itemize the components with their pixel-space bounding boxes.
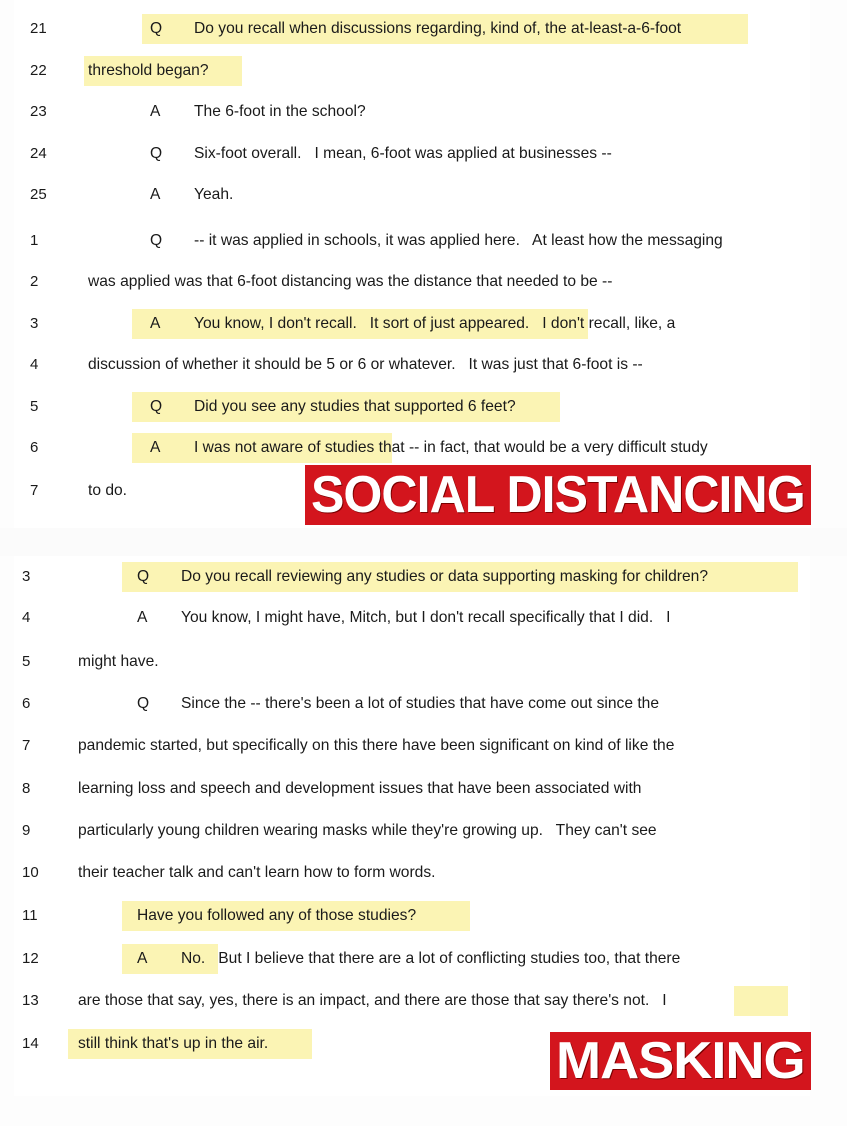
speaker-label: Q: [137, 695, 150, 712]
transcript-line: [0, 97, 847, 127]
line-text: [88, 267, 612, 297]
line-number: 9: [22, 822, 31, 839]
line-body: particularly young children wearing masks while they're growing up. They can't see: [78, 822, 657, 839]
line-number: 3: [22, 568, 31, 585]
line-text: [137, 944, 680, 974]
line-number: 2: [30, 273, 39, 290]
line-number: 4: [22, 609, 31, 626]
line-text: [78, 1029, 268, 1059]
line-number: 23: [30, 103, 47, 120]
transcript-line: [0, 816, 847, 846]
transcript-line: [0, 858, 847, 888]
line-number: 5: [30, 398, 39, 415]
line-text: [150, 14, 681, 44]
line-body: might have.: [78, 653, 159, 670]
line-body: their teacher talk and can't learn how to form words.: [78, 864, 436, 881]
line-body: discussion of whether it should be 5 or 6 or whatever. It was just that 6-foot is --: [88, 356, 643, 373]
line-text: [137, 562, 708, 592]
line-body: Do you recall when discussions regarding, kind of, the at-least-a-6-foot: [194, 20, 682, 37]
line-number: 3: [30, 315, 39, 332]
line-body: Six-foot overall. I mean, 6-foot was applied at businesses --: [194, 145, 612, 162]
line-text: [88, 350, 643, 380]
transcript-line: [0, 774, 847, 804]
speaker-label: A: [150, 439, 161, 456]
line-body: You know, I don't recall. It sort of just appeared. I don't recall, like, a: [194, 315, 676, 332]
line-text: [78, 816, 657, 846]
line-text: [88, 476, 127, 506]
section-divider: [0, 528, 847, 556]
transcript-line: [0, 603, 847, 633]
line-text: [78, 774, 641, 804]
transcript-line: [0, 944, 847, 974]
transcript-line: [0, 689, 847, 719]
line-body: Have you followed any of those studies?: [137, 907, 417, 924]
transcript-line: [0, 731, 847, 761]
line-text: [150, 97, 366, 127]
line-number: 13: [22, 992, 39, 1009]
speaker-label: Q: [150, 232, 163, 249]
line-body: The 6-foot in the school?: [194, 103, 366, 120]
line-body: to do.: [88, 482, 128, 499]
transcript-line: [0, 267, 847, 297]
line-body: Do you recall reviewing any studies or data supporting masking for children?: [181, 568, 708, 585]
transcript-line: [0, 647, 847, 677]
speaker-label: A: [150, 103, 161, 120]
line-body: I was not aware of studies that -- in fact, that would be a very difficult study: [194, 439, 708, 456]
speaker-label: A: [137, 609, 148, 626]
transcript-line: [0, 562, 847, 592]
line-body: No. But I believe that there are a lot of conflicting studies too, that there: [181, 950, 681, 967]
speaker-label: Q: [137, 568, 150, 585]
line-text: [150, 433, 708, 463]
line-body: Yeah.: [194, 186, 234, 203]
line-text: [78, 731, 674, 761]
line-number: 25: [30, 186, 47, 203]
line-text: [137, 603, 671, 633]
line-text: [150, 309, 675, 339]
line-number: 22: [30, 62, 47, 79]
line-body: -- it was applied in schools, it was applied here. At least how the messaging: [194, 232, 723, 249]
transcript-line: [0, 986, 847, 1016]
line-body: learning loss and speech and development issues that have been associated with: [78, 780, 642, 797]
transcript-line: [0, 350, 847, 380]
line-number: 7: [22, 737, 31, 754]
line-body: pandemic started, but specifically on this there have been significant on kind of like the: [78, 737, 675, 754]
line-number: 21: [30, 20, 47, 37]
transcript-line: [0, 433, 847, 463]
line-body: was applied was that 6-foot distancing was the distance that needed to be --: [88, 273, 613, 290]
line-text: [150, 392, 516, 422]
transcript-line: [0, 309, 847, 339]
line-number: 5: [22, 653, 31, 670]
speaker-label: Q: [150, 398, 163, 415]
line-body: still think that's up in the air.: [78, 1035, 269, 1052]
line-body: are those that say, yes, there is an impact, and there are those that say there's not. I: [78, 992, 667, 1009]
transcript-line: [0, 392, 847, 422]
line-body: Since the -- there's been a lot of studies that have come out since the: [181, 695, 660, 712]
speaker-label: Q: [150, 145, 163, 162]
speaker-label: A: [137, 950, 148, 967]
line-number: 6: [30, 439, 39, 456]
line-number: 6: [22, 695, 31, 712]
speaker-label: A: [150, 315, 161, 332]
line-text: [78, 647, 159, 677]
line-text: [78, 986, 667, 1016]
line-text: [150, 180, 233, 210]
line-text: [137, 689, 659, 719]
transcript-line: [0, 139, 847, 169]
line-body: You know, I might have, Mitch, but I don't recall specifically that I did. I: [181, 609, 671, 626]
transcript-line: [0, 56, 847, 86]
transcript-line: [0, 14, 847, 44]
transcript-line: [0, 180, 847, 210]
line-number: 12: [22, 950, 39, 967]
speaker-label: A: [150, 186, 161, 203]
line-text: [150, 226, 723, 256]
masking-stamp: MASKING: [550, 1032, 811, 1090]
line-body: threshold began?: [88, 62, 209, 79]
line-number: 14: [22, 1035, 39, 1052]
line-number: 8: [22, 780, 31, 797]
social-distancing-stamp: SOCIAL DISTANCING: [305, 465, 811, 525]
line-text: [88, 56, 209, 86]
line-number: 10: [22, 864, 39, 881]
transcript-line: [0, 901, 847, 931]
speaker-label: Q: [150, 20, 163, 37]
line-text: [137, 901, 416, 931]
line-number: 1: [30, 232, 39, 249]
line-number: 7: [30, 482, 39, 499]
transcript-line: [0, 226, 847, 256]
line-number: 4: [30, 356, 39, 373]
line-number: 24: [30, 145, 47, 162]
line-text: [150, 139, 612, 169]
line-number: 11: [22, 907, 38, 924]
line-body: Did you see any studies that supported 6 feet?: [194, 398, 516, 415]
line-text: [78, 858, 435, 888]
